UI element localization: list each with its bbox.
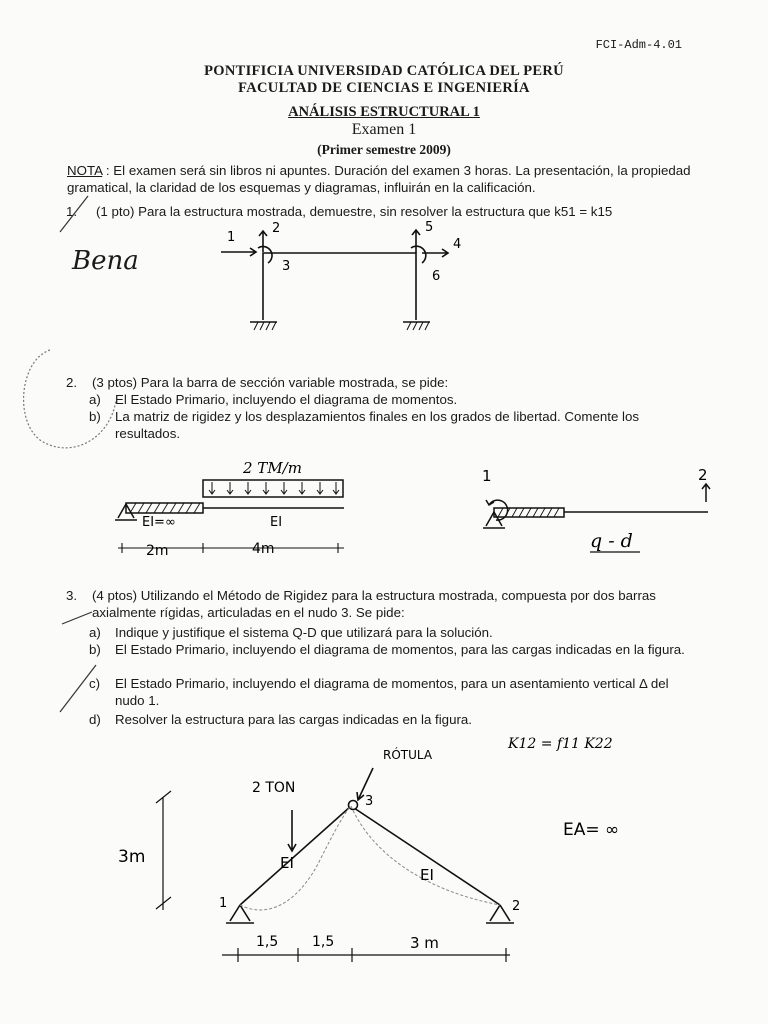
height-dimension	[156, 791, 171, 910]
dof-label-5: 5	[425, 220, 434, 235]
qd-dof-2: 2	[698, 466, 708, 484]
q3-text-d: Resolver la estructura para las cargas indicadas en la figura.	[115, 712, 472, 727]
note-label: NOTA	[67, 163, 103, 178]
q3-ei-left: EI	[280, 854, 294, 872]
distributed-load-box	[203, 480, 343, 497]
document-code: FCI-Adm-4.01	[595, 38, 682, 52]
q3-ei-right: EI	[420, 866, 434, 884]
q3-dim-b: 1,5	[312, 934, 335, 950]
check-mark-q1	[60, 196, 88, 232]
check-mark-q3a	[62, 612, 92, 624]
dof-arrow-1	[221, 248, 256, 256]
q3-intro: (4 ptos) Utilizando el Método de Rigidez para la estructura mostrada, compuesta por dos barras axialmente rígidas, articuladas en el nudo 3. Se pide:	[92, 588, 656, 620]
q2-text-a: El Estado Primario, incluyendo el diagrama de momentos.	[115, 392, 458, 407]
q3-text-c: El Estado Primario, incluyendo el diagrama de momentos, para un asentamiento vertical Δ del nudo 1.	[115, 676, 669, 708]
dof-label-3: 3	[282, 259, 291, 274]
q2-dimension-1: 2m	[146, 543, 169, 559]
note-text: : El examen será sin libros ni apuntes. Duración del examen 3 horas. La presentación, la propiedad gramatical, la claridad de los esquemas y diagramas, influirán en la calificación.	[67, 163, 691, 195]
q2-dimension-2: 4m	[252, 541, 275, 557]
q3-label-c: c)	[89, 676, 101, 691]
faculty-name: FACULTAD DE CIENCIAS E INGENIERÍA	[238, 80, 530, 96]
q3-text-b: El Estado Primario, incluyendo el diagrama de momentos, para las cargas indicadas en la figura.	[115, 642, 685, 657]
q3-node-3: 3	[365, 794, 374, 809]
q3-label-b: b)	[89, 642, 101, 657]
q2-text-b: La matriz de rigidez y los desplazamientos finales en los grados de libertad. Comente los resultados.	[115, 409, 640, 441]
qd-label: q - d	[590, 530, 633, 552]
exam-title: Examen 1	[351, 121, 417, 138]
q3-item-d	[89, 711, 689, 728]
q2-text: (3 ptos) Para la barra de sección variable mostrada, se pide:	[92, 375, 449, 390]
horizontal-dimension	[222, 948, 510, 962]
q1-frame-diagram	[221, 230, 448, 330]
q3-item-a	[89, 624, 689, 641]
load-arrows	[209, 482, 339, 494]
support-node-2	[486, 905, 514, 923]
q3-text-a: Indique y justifique el sistema Q-D que utilizará para la solución.	[115, 625, 493, 640]
q2-ei-label: EI	[270, 515, 283, 530]
q3-label-d: d)	[89, 712, 101, 727]
dof-arrow-2	[259, 231, 267, 252]
q3-load-label: 2 TON	[252, 780, 296, 796]
q2-ei-infinity: EI=∞	[142, 515, 176, 530]
q2-load-label: 2 TM/m	[243, 459, 302, 477]
q1-text: (1 pto) Para la estructura mostrada, demuestre, sin resolver la estructura que k51 = k15	[96, 204, 613, 219]
dof-label-4: 4	[453, 237, 462, 252]
inclined-members	[240, 806, 500, 905]
rigid-hatching	[130, 503, 200, 513]
q2-item-b	[89, 408, 689, 442]
support-hatching	[254, 322, 429, 330]
course-title: ANÁLISIS ESTRUCTURAL 1	[288, 104, 480, 120]
qd-arrow-2	[702, 484, 710, 502]
dof-label-1: 1	[227, 230, 236, 245]
q3-item-b	[89, 641, 689, 658]
q1-handwritten-note: Bena	[72, 246, 139, 276]
q3-item-c	[89, 675, 689, 709]
q3-dim-a: 1,5	[256, 934, 279, 950]
support-node-1	[226, 905, 254, 923]
dof-rotation-6	[411, 246, 426, 263]
q3-handwritten-k: K12 = f11 K22	[508, 736, 613, 752]
dof-label-6: 6	[432, 269, 441, 284]
q1-number: 1.	[66, 204, 78, 219]
q3-number: 3.	[66, 588, 78, 603]
q3-label-a: a)	[89, 625, 101, 640]
q3-structure-diagram	[156, 768, 514, 962]
qd-dof-1: 1	[482, 467, 492, 485]
university-name: PONTIFICIA UNIVERSIDAD CATÓLICA DEL PERÚ	[204, 63, 564, 79]
hinge-node-3	[349, 801, 358, 810]
q3-ea-label: EA= ∞	[563, 820, 620, 840]
dof-label-2: 2	[272, 221, 281, 236]
q3-hinge-label: RÓTULA	[383, 748, 433, 762]
q2-label-a: a)	[89, 392, 101, 407]
q3-dim-c: 3 m	[410, 934, 439, 952]
q2-item-a	[89, 391, 689, 408]
dof-arrow-5	[412, 230, 420, 253]
q3-node-1: 1	[219, 896, 228, 911]
q2-label-b: b)	[89, 409, 101, 424]
semester: (Primer semestre 2009)	[317, 142, 451, 157]
q3-node-2: 2	[512, 899, 521, 914]
point-load-arrow	[288, 810, 296, 851]
q2-number: 2.	[66, 375, 78, 390]
dof-rotation-3	[258, 246, 272, 263]
q3-height-label: 3m	[118, 847, 146, 867]
